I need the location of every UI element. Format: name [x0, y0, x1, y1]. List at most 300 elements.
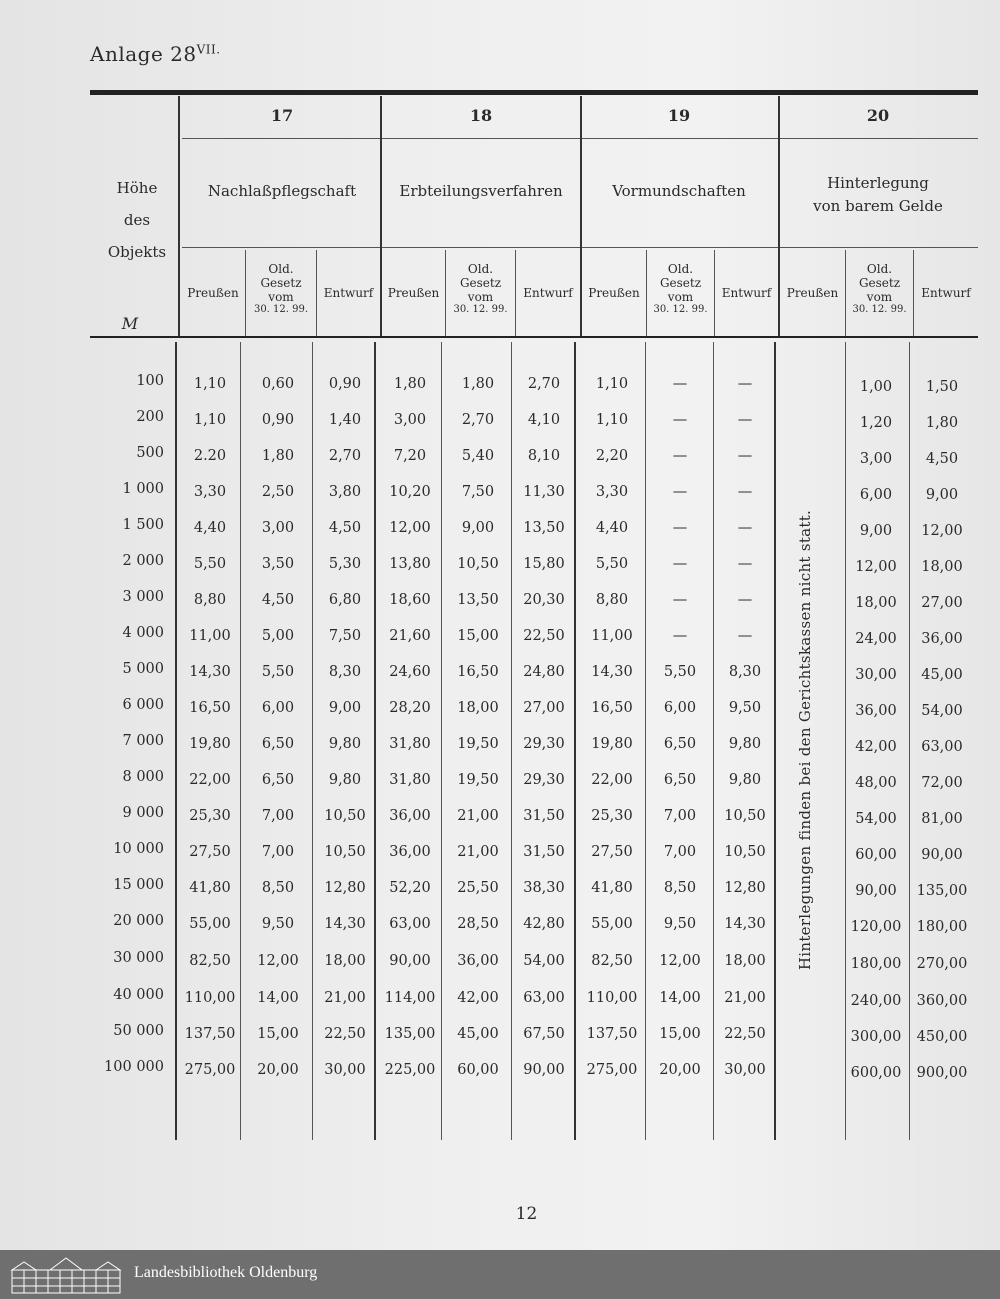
group-20-title: Hinterlegung von barem Gelde — [813, 174, 943, 215]
table-cell: 300,00 — [850, 1029, 902, 1045]
table-cell: 1,80 — [261, 448, 295, 464]
table-cell: 14,30 — [724, 916, 766, 932]
row-object-value: 100 — [136, 373, 164, 389]
subheader-line: Old. — [268, 262, 294, 276]
table-cell: 45,00 — [457, 1026, 499, 1042]
table-cell: 6,50 — [663, 736, 697, 752]
row-object-value: 4 000 — [122, 625, 164, 641]
table-cell: 18,60 — [389, 592, 431, 608]
table-cell: 18,00 — [724, 953, 766, 969]
table-cell: 31,50 — [523, 808, 565, 824]
table-cell: 25,30 — [591, 808, 633, 824]
table-cell: 4,10 — [527, 412, 561, 428]
table-cell: 9,80 — [728, 772, 762, 788]
table-cell: 28,50 — [457, 916, 499, 932]
table-cell: 6,50 — [261, 772, 295, 788]
table-cell: 42,80 — [523, 916, 565, 932]
table-cell: 36,00 — [389, 808, 431, 824]
table-cell: 41,80 — [189, 880, 231, 896]
table-cell: 19,50 — [457, 736, 499, 752]
table-cell: 110,00 — [586, 990, 638, 1006]
subheader-preussen: Preußen — [588, 286, 640, 300]
subheader-entwurf: Entwurf — [523, 286, 573, 300]
table-cell: 21,00 — [324, 990, 366, 1006]
table-cell: 9,00 — [461, 520, 495, 536]
table-cell: 2,70 — [328, 448, 362, 464]
subheader-entwurf: Entwurf — [921, 286, 971, 300]
table-cell: 72,00 — [921, 775, 963, 791]
table-cell: — — [737, 628, 753, 644]
col-divider — [175, 342, 177, 1140]
table-cell: 3,30 — [595, 484, 629, 500]
table-cell: 6,50 — [261, 736, 295, 752]
subcol-divider — [245, 250, 246, 336]
table-cell: 8,10 — [527, 448, 561, 464]
table-cell: 0,90 — [328, 376, 362, 392]
table-top-rule — [90, 90, 978, 95]
table-cell: 14,00 — [257, 990, 299, 1006]
page-number: 12 — [515, 1204, 538, 1224]
table-cell: 225,00 — [384, 1062, 436, 1078]
table-cell: 1,10 — [193, 412, 227, 428]
table-cell: 7,20 — [393, 448, 427, 464]
table-cell: 12,80 — [324, 880, 366, 896]
table-cell: 3,30 — [193, 484, 227, 500]
subheader-line: Gesetz — [459, 276, 502, 290]
subheader-line: Gesetz — [260, 276, 302, 290]
table-cell: 31,80 — [389, 772, 431, 788]
subheader-line: vom — [866, 290, 893, 304]
table-cell: 5,50 — [663, 664, 697, 680]
table-cell: 25,30 — [189, 808, 231, 824]
table-cell: 2.20 — [193, 448, 227, 464]
table-cell: 15,00 — [659, 1026, 701, 1042]
table-cell: 6,00 — [859, 487, 893, 503]
table-cell: 54,00 — [523, 953, 565, 969]
row-object-value: 200 — [136, 409, 164, 425]
table-cell: 10,50 — [324, 844, 366, 860]
subheader-oldenburg-law — [246, 262, 316, 316]
table-cell: 4,40 — [595, 520, 629, 536]
row-object-value: 40 000 — [113, 987, 164, 1003]
subheader-oldenburg-law — [446, 262, 515, 316]
subcol-divider — [714, 250, 715, 336]
table-cell: 48,00 — [855, 775, 897, 791]
table-cell: 67,50 — [523, 1026, 565, 1042]
table-cell: 8,50 — [261, 880, 295, 896]
row-object-value: 7 000 — [122, 733, 164, 749]
group-18-title: Erbteilungsverfahren — [399, 182, 563, 200]
subheader-line: 30. 12. 99. — [653, 304, 708, 315]
subcol-divider — [445, 250, 446, 336]
group-18-number: 18 — [469, 106, 493, 125]
table-cell: 25,50 — [457, 880, 499, 896]
subheader-preussen: Preußen — [187, 286, 239, 300]
table-cell: 9,50 — [261, 916, 295, 932]
table-cell: 9,80 — [328, 736, 362, 752]
table-cell: 30,00 — [855, 667, 897, 683]
table-cell: 1,10 — [595, 376, 629, 392]
subcol-divider — [845, 250, 846, 336]
table-cell: 12,00 — [855, 559, 897, 575]
table-cell: 4,50 — [925, 451, 959, 467]
table-cell: 2,50 — [261, 484, 295, 500]
table-cell: 15,80 — [523, 556, 565, 572]
subheader-oldenburg-law — [647, 262, 714, 316]
table-cell: 16,50 — [457, 664, 499, 680]
table-cell: 16,50 — [591, 700, 633, 716]
table-cell: 5,50 — [193, 556, 227, 572]
table-cell: 45,00 — [921, 667, 963, 683]
row-object-value: 100 000 — [104, 1059, 164, 1075]
table-cell: — — [672, 376, 688, 392]
group-19-title: Vormundschaften — [612, 182, 746, 200]
table-cell: 8,30 — [328, 664, 362, 680]
subheader-line: vom — [467, 290, 494, 304]
table-cell: 36,00 — [457, 953, 499, 969]
row-object-value: 3 000 — [122, 589, 164, 605]
subheader-line: 30. 12. 99. — [453, 304, 508, 315]
table-cell: 12,00 — [257, 953, 299, 969]
table-cell: 11,30 — [523, 484, 565, 500]
table-cell: 6,00 — [261, 700, 295, 716]
table-cell: 9,80 — [328, 772, 362, 788]
subheader-line: 30. 12. 99. — [253, 304, 309, 315]
row-object-value: 1 500 — [122, 517, 164, 533]
table-cell: 3,50 — [261, 556, 295, 572]
table-cell: — — [672, 520, 688, 536]
table-cell: 20,00 — [659, 1062, 701, 1078]
table-cell: 1,00 — [859, 379, 893, 395]
table-cell: 114,00 — [384, 990, 436, 1006]
table-cell: 54,00 — [855, 811, 897, 827]
table-cell: 22,00 — [189, 772, 231, 788]
table-cell: 13,50 — [457, 592, 499, 608]
group-19-number: 19 — [667, 106, 691, 125]
table-cell: 27,00 — [523, 700, 565, 716]
table-cell: 18,00 — [457, 700, 499, 716]
row-object-value: 500 — [136, 445, 164, 461]
table-cell: 240,00 — [850, 993, 902, 1009]
table-cell: 18,00 — [855, 595, 897, 611]
table-cell: 55,00 — [591, 916, 633, 932]
table-cell: 137,50 — [586, 1026, 638, 1042]
table-cell: 450,00 — [916, 1029, 968, 1045]
table-cell: 20,00 — [257, 1062, 299, 1078]
scanned-page: Anlage $28^{VII.}$ Höhe des Objekts M 17 18 19 20 Nachlaßpflegschaft Erbteilungsverfahren Vormundschaften Hinterlegung von barem Gelde Preußen Old. Gesetz vom 30. 12. 99. Entwurf Preußen Old. Gesetz vom 30. 12. 99. Entwurf Preußen Old. Gesetz vom 30. 12. 99. Entwurf Preußen Old. Gesetz vom 30. 12. 99. Entwurf 100 1,10 0,60 0,90 1,80 1,80 2,70 1,10 — — 1,00 1,50 200 1,10 0,90 1,40 3,00 2,70 4,10 1,10 — — 1,20 1,80 500 2.20 1,80 2,70 7,20 5,40 8,10 2,20 — — 3,00 4,50 1 000 3,30 2,50 3,80 10,20 7,50 11,30 3,30 — — 6,00 9,00 1 500 4,40 3,00 4,50 12,00 9,00 13,50 4,40 — — 9,00 12,00 2 000 5,50 3,50 5,30 13,80 10,50 15,80 5,50 — — 12,00 18,00 3 000 8,80 4,50 6,80 18,60 13,50 20,30 8,80 — — 18,00 27,00 4 000 11,00 5,00 7,50 21,60 15,00 22,50 11,00 — — 24,00 36,00 5 000 14,30 5,50 8,30 24,60 16,50 24,80 14,30 5,50 8,30 30,00 45,00 6 000 16,50 6,00 9,00 28,20 18,00 27,00 16,50 6,00 9,50 36,00 54,00 7 000 19,80 6,50 9,80 31,80 19,50 29,30 19,80 6,50 9,80 42,00 63,00 8 000 22,00 6,50 9,80 31,80 19,50 29,30 22,00 6,50 9,80 48,00 72,00 9 000 25,30 7,00 10,50 36,00 21,00 31,50 25,30 7,00 10,50 54,00 81,00 10 000 27,50 7,00 10,50 36,00 21,00 31,50 27,50 7,00 10,50 60,00 90,00 15 000 41,80 8,50 12,80 52,20 25,50 38,30 41,80 8,50 12,80 90,00 135,00 20 000 55,00 9,50 14,30 63,00 28,50 42,80 55,00 9,50 14,30 120,00 180,00 30 000 82,50 12,00 18,00 90,00 36,00 54,00 82,50 12,00 18,00 180,00 270,00 40 000 110,00 14,00 21,00 114,00 42,00 63,00 110,00 14,00 21,00 240,00 360,00 50 000 137,50 15,00 22,50 135,00 45,00 67,50 137,50 15,00 22,50 300,00 450,00 100 000 275,00 20,00 30,00 225,00 60,00 90,00 275,00 20,00 30,00 600,00 900,00 Hinterlegungen finden bei den Gerichtskassen nicht statt. 12 — [0, 0, 1000, 1250]
subheader-line: Old. — [866, 262, 893, 276]
subcol-divider — [316, 250, 317, 336]
table-cell: 20,30 — [523, 592, 565, 608]
header-bottom-rule — [90, 336, 978, 338]
row-object-value: 30 000 — [113, 950, 164, 966]
group-20-number: 20 — [866, 106, 890, 125]
table-cell: 14,30 — [324, 916, 366, 932]
table-cell: — — [672, 484, 688, 500]
table-cell: 0,60 — [261, 376, 295, 392]
col-divider — [178, 96, 180, 336]
table-cell: 1,10 — [193, 376, 227, 392]
row-object-value: 20 000 — [113, 913, 164, 929]
table-cell: 1,80 — [393, 376, 427, 392]
table-cell: — — [737, 592, 753, 608]
table-cell: 27,50 — [591, 844, 633, 860]
subheader-preussen: Preußen — [387, 286, 440, 300]
table-cell: 360,00 — [916, 993, 968, 1009]
table-cell: 9,50 — [663, 916, 697, 932]
table-cell: 9,50 — [728, 700, 762, 716]
table-cell: 24,00 — [855, 631, 897, 647]
table-cell: 30,00 — [724, 1062, 766, 1078]
table-cell: 2,20 — [595, 448, 629, 464]
table-cell: 2,70 — [461, 412, 495, 428]
subcol-divider — [646, 250, 647, 336]
table-cell: 11,00 — [189, 628, 231, 644]
table-cell: 18,00 — [921, 559, 963, 575]
table-cell: 27,50 — [189, 844, 231, 860]
table-cell: — — [737, 412, 753, 428]
table-cell: — — [672, 556, 688, 572]
table-cell: 5,30 — [328, 556, 362, 572]
table-cell: 19,80 — [189, 736, 231, 752]
table-cell: 21,00 — [457, 808, 499, 824]
table-cell: 22,50 — [324, 1026, 366, 1042]
table-cell: 38,30 — [523, 880, 565, 896]
table-cell: 8,30 — [728, 664, 762, 680]
row-object-value: 1 000 — [122, 481, 164, 497]
table-cell: 900,00 — [916, 1065, 968, 1081]
table-cell: 0,90 — [261, 412, 295, 428]
table-cell: 4,50 — [261, 592, 295, 608]
table-cell: — — [672, 448, 688, 464]
table-cell: 120,00 — [850, 919, 902, 935]
table-cell: 63,00 — [389, 916, 431, 932]
table-cell: — — [737, 556, 753, 572]
table-cell: 1,80 — [925, 415, 959, 431]
table-cell: 180,00 — [850, 956, 902, 972]
table-cell: 42,00 — [855, 739, 897, 755]
table-cell: 135,00 — [916, 883, 968, 899]
table-cell: 1,50 — [925, 379, 959, 395]
table-cell: 9,00 — [328, 700, 362, 716]
table-cell: 19,80 — [591, 736, 633, 752]
subcol-divider — [515, 250, 516, 336]
table-cell: 180,00 — [916, 919, 968, 935]
subcol-divider — [909, 342, 910, 1140]
library-building-logo — [10, 1256, 122, 1294]
table-cell: 10,50 — [324, 808, 366, 824]
table-cell: 7,00 — [261, 844, 295, 860]
table-cell: 11,00 — [591, 628, 633, 644]
table-cell: 22,00 — [591, 772, 633, 788]
table-cell: 6,50 — [663, 772, 697, 788]
table-cell: 1,80 — [461, 376, 495, 392]
table-cell: 14,30 — [591, 664, 633, 680]
subheader-line: vom — [268, 290, 294, 304]
table-cell: 8,50 — [663, 880, 697, 896]
table-cell: 5,50 — [595, 556, 629, 572]
table-cell: 29,30 — [523, 772, 565, 788]
table-cell: 5,50 — [261, 664, 295, 680]
appendix-label: Anlage $28^{VII.}$ — [90, 42, 221, 66]
subheader-preussen: Preußen — [786, 286, 839, 300]
table-cell: 7,50 — [461, 484, 495, 500]
table-cell: 9,80 — [728, 736, 762, 752]
table-cell: 12,00 — [659, 953, 701, 969]
table-cell: 137,50 — [184, 1026, 236, 1042]
col-divider — [380, 96, 382, 336]
subheader-line: vom — [667, 290, 694, 304]
table-cell: 3,00 — [859, 451, 893, 467]
table-cell: 42,00 — [457, 990, 499, 1006]
table-cell: 10,20 — [389, 484, 431, 500]
table-cell: 21,00 — [457, 844, 499, 860]
table-cell: 110,00 — [184, 990, 236, 1006]
table-cell: 31,50 — [523, 844, 565, 860]
table-cell: 13,50 — [523, 520, 565, 536]
subcol-divider — [913, 250, 914, 336]
col-divider — [580, 96, 582, 336]
table-cell: 13,80 — [389, 556, 431, 572]
table-cell: 9,00 — [859, 523, 893, 539]
col-divider — [778, 96, 780, 336]
table-cell: 3,00 — [261, 520, 295, 536]
table-cell: 12,80 — [724, 880, 766, 896]
table-cell: 275,00 — [184, 1062, 236, 1078]
table-cell: 36,00 — [921, 631, 963, 647]
table-cell: 41,80 — [591, 880, 633, 896]
table-cell: — — [737, 484, 753, 500]
table-cell: 8,80 — [595, 592, 629, 608]
table-cell: 15,00 — [457, 628, 499, 644]
table-cell: 90,00 — [921, 847, 963, 863]
row-object-value: 2 000 — [122, 553, 164, 569]
table-cell: 63,00 — [523, 990, 565, 1006]
subcol-divider — [713, 342, 714, 1140]
row-header-label: Höhe des Objekts — [107, 179, 167, 261]
subheader-entwurf: Entwurf — [323, 286, 374, 300]
table-cell: 6,80 — [328, 592, 362, 608]
row-object-value: 50 000 — [113, 1023, 164, 1039]
table-cell: — — [672, 412, 688, 428]
table-cell: 19,50 — [457, 772, 499, 788]
table-cell: 8,80 — [193, 592, 227, 608]
table-cell: 1,10 — [595, 412, 629, 428]
table-cell: 55,00 — [189, 916, 231, 932]
group-17-title: Nachlaßpflegschaft — [207, 182, 357, 200]
table-cell: 10,50 — [724, 844, 766, 860]
subheader-line: Gesetz — [659, 276, 702, 290]
table-cell: 14,00 — [659, 990, 701, 1006]
row-object-value: 15 000 — [113, 877, 164, 893]
table-cell: 10,50 — [724, 808, 766, 824]
table-cell: 12,00 — [921, 523, 963, 539]
row-object-value: 10 000 — [113, 841, 164, 857]
subheader-oldenburg-law — [846, 262, 913, 316]
table-cell: 135,00 — [384, 1026, 436, 1042]
group-17-number: 17 — [270, 106, 294, 125]
table-cell: 60,00 — [457, 1062, 499, 1078]
table-cell: — — [672, 592, 688, 608]
row-object-value: 6 000 — [122, 697, 164, 713]
table-cell: 21,60 — [389, 628, 431, 644]
table-cell: 6,00 — [663, 700, 697, 716]
library-name: Landesbibliothek Oldenburg — [134, 1264, 318, 1281]
row-object-value: 9 000 — [122, 805, 164, 821]
subheader-line: Gesetz — [858, 276, 901, 290]
table-cell: 30,00 — [324, 1062, 366, 1078]
table-cell: 27,00 — [921, 595, 963, 611]
table-cell: 22,50 — [724, 1026, 766, 1042]
table-cell: 24,60 — [389, 664, 431, 680]
table-cell: 7,00 — [663, 808, 697, 824]
table-cell: 7,00 — [261, 808, 295, 824]
table-cell: 82,50 — [189, 953, 231, 969]
table-cell: 270,00 — [916, 956, 968, 972]
table-cell: 7,50 — [328, 628, 362, 644]
subheader-line: 30. 12. 99. — [852, 304, 907, 315]
table-cell: 54,00 — [921, 703, 963, 719]
row-object-value: 8 000 — [122, 769, 164, 785]
table-cell: 21,00 — [724, 990, 766, 1006]
table-cell: 82,50 — [591, 953, 633, 969]
unit-label: M — [121, 314, 139, 333]
table-cell: 3,80 — [328, 484, 362, 500]
table-cell: 7,00 — [663, 844, 697, 860]
table-cell: — — [737, 520, 753, 536]
table-cell: 600,00 — [850, 1065, 902, 1081]
table-cell: 4,40 — [193, 520, 227, 536]
table-cell: — — [737, 448, 753, 464]
table-cell: 63,00 — [921, 739, 963, 755]
table-cell: 60,00 — [855, 847, 897, 863]
table-cell: 15,00 — [257, 1026, 299, 1042]
table-cell: 29,30 — [523, 736, 565, 752]
table-cell: 31,80 — [389, 736, 431, 752]
table-cell: 5,00 — [261, 628, 295, 644]
table-cell: 81,00 — [921, 811, 963, 827]
table-cell: 22,50 — [523, 628, 565, 644]
table-cell: — — [672, 628, 688, 644]
table-cell: 3,00 — [393, 412, 427, 428]
table-cell: 90,00 — [523, 1062, 565, 1078]
table-cell: 18,00 — [324, 953, 366, 969]
library-footer — [0, 1250, 1000, 1299]
table-cell: — — [737, 376, 753, 392]
subheader-line: Old. — [667, 262, 694, 276]
table-cell: 10,50 — [457, 556, 499, 572]
table-cell: 36,00 — [855, 703, 897, 719]
table-cell: 14,30 — [189, 664, 231, 680]
table-cell: 2,70 — [527, 376, 561, 392]
table-cell: 16,50 — [189, 700, 231, 716]
table-cell: 28,20 — [389, 700, 431, 716]
table-cell: 4,50 — [328, 520, 362, 536]
table-cell: 1,20 — [859, 415, 893, 431]
table-cell: 36,00 — [389, 844, 431, 860]
subheader-entwurf: Entwurf — [721, 286, 772, 300]
table-cell: 90,00 — [389, 953, 431, 969]
table-cell: 90,00 — [855, 883, 897, 899]
table-cell: 5,40 — [461, 448, 495, 464]
subheader-line: Old. — [467, 262, 494, 276]
row-object-value: 5 000 — [122, 661, 164, 677]
table-cell: 52,20 — [389, 880, 431, 896]
table-cell: 24,80 — [523, 664, 565, 680]
table-cell: 9,00 — [925, 487, 959, 503]
table-cell: 12,00 — [389, 520, 431, 536]
table-cell: 1,40 — [328, 412, 362, 428]
